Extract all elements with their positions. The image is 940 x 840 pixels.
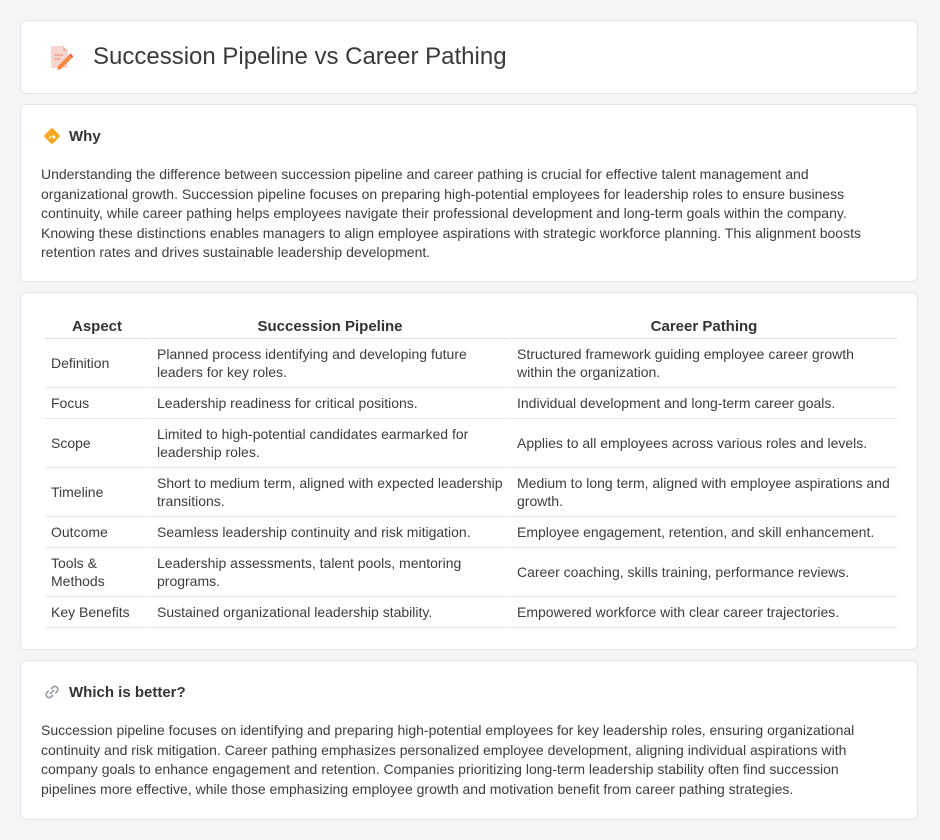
aspect-cell: Scope xyxy=(45,419,149,468)
column-header-aspect: Aspect xyxy=(45,315,149,339)
succession-cell: Short to medium term, aligned with expected leadership transitions. xyxy=(151,468,509,517)
aspect-cell: Timeline xyxy=(45,468,149,517)
diamond-sign-icon xyxy=(43,127,61,145)
table-row xyxy=(45,388,897,419)
aspect-cell: Definition xyxy=(45,339,149,388)
which-is-better-title: Which is better? xyxy=(69,683,186,701)
succession-cell: Leadership assessments, talent pools, mentoring programs. xyxy=(151,548,509,597)
which-is-better-section xyxy=(20,660,918,820)
comparison-table xyxy=(43,315,899,628)
column-header-succession-pipeline: Succession Pipeline xyxy=(151,315,509,339)
succession-cell: Limited to high-potential candidates earmarked for leadership roles. xyxy=(151,419,509,468)
document-edit-icon xyxy=(47,43,73,71)
succession-cell: Leadership readiness for critical positions. xyxy=(151,388,509,419)
table-row xyxy=(45,419,897,468)
career-cell: Career coaching, skills training, performance reviews. xyxy=(511,548,897,597)
why-text: Understanding the difference between succession pipeline and career pathing is crucial for effective talent management and organizational growth. Succession pipeline focuses on preparing high-potential employees for leadership roles to ensure business continuity, while career pathing helps employees navigate their professional development and long-term goals within the company. Knowing these distinctions enables managers to align employee aspirations with strategic workforce planning. This alignment boosts retention rates and drives sustainable leadership development. xyxy=(41,166,861,260)
career-cell: Structured framework guiding employee career growth within the organization. xyxy=(511,339,897,388)
header-card xyxy=(20,20,918,94)
aspect-cell: Focus xyxy=(45,388,149,419)
aspect-cell: Outcome xyxy=(45,517,149,548)
aspect-cell: Tools & Methods xyxy=(45,548,149,597)
succession-cell: Sustained organizational leadership stability. xyxy=(151,597,509,628)
aspect-cell: Key Benefits xyxy=(45,597,149,628)
table-row xyxy=(45,468,897,517)
table-row xyxy=(45,548,897,597)
career-cell: Employee engagement, retention, and skill enhancement. xyxy=(511,517,897,548)
succession-cell: Planned process identifying and developing future leaders for key roles. xyxy=(151,339,509,388)
link-icon xyxy=(43,683,61,701)
page-title: Succession Pipeline vs Career Pathing xyxy=(93,43,507,70)
comparison-table-card xyxy=(20,292,918,650)
succession-cell: Seamless leadership continuity and risk mitigation. xyxy=(151,517,509,548)
career-cell: Applies to all employees across various roles and levels. xyxy=(511,419,897,468)
table-header-row xyxy=(45,315,897,339)
table-row xyxy=(45,517,897,548)
table-row xyxy=(45,597,897,628)
why-section xyxy=(20,104,918,282)
career-cell: Empowered workforce with clear career trajectories. xyxy=(511,597,897,628)
career-cell: Individual development and long-term career goals. xyxy=(511,388,897,419)
why-title: Why xyxy=(69,127,101,145)
column-header-career-pathing: Career Pathing xyxy=(511,315,897,339)
table-row xyxy=(45,339,897,388)
which-is-better-text: Succession pipeline focuses on identifying and preparing high-potential employees for key leadership roles, ensuring organizational continuity and risk mitigation. Career pathing emphasizes personalized employee development, aligning individual aspirations with company goals to enhance engagement and retention. Companies prioritizing long-term leadership stability often find succession pipelines more effective, while those emphasizing employee growth and motivation benefit from career pathing strategies. xyxy=(41,722,855,797)
career-cell: Medium to long term, aligned with employee aspirations and growth. xyxy=(511,468,897,517)
